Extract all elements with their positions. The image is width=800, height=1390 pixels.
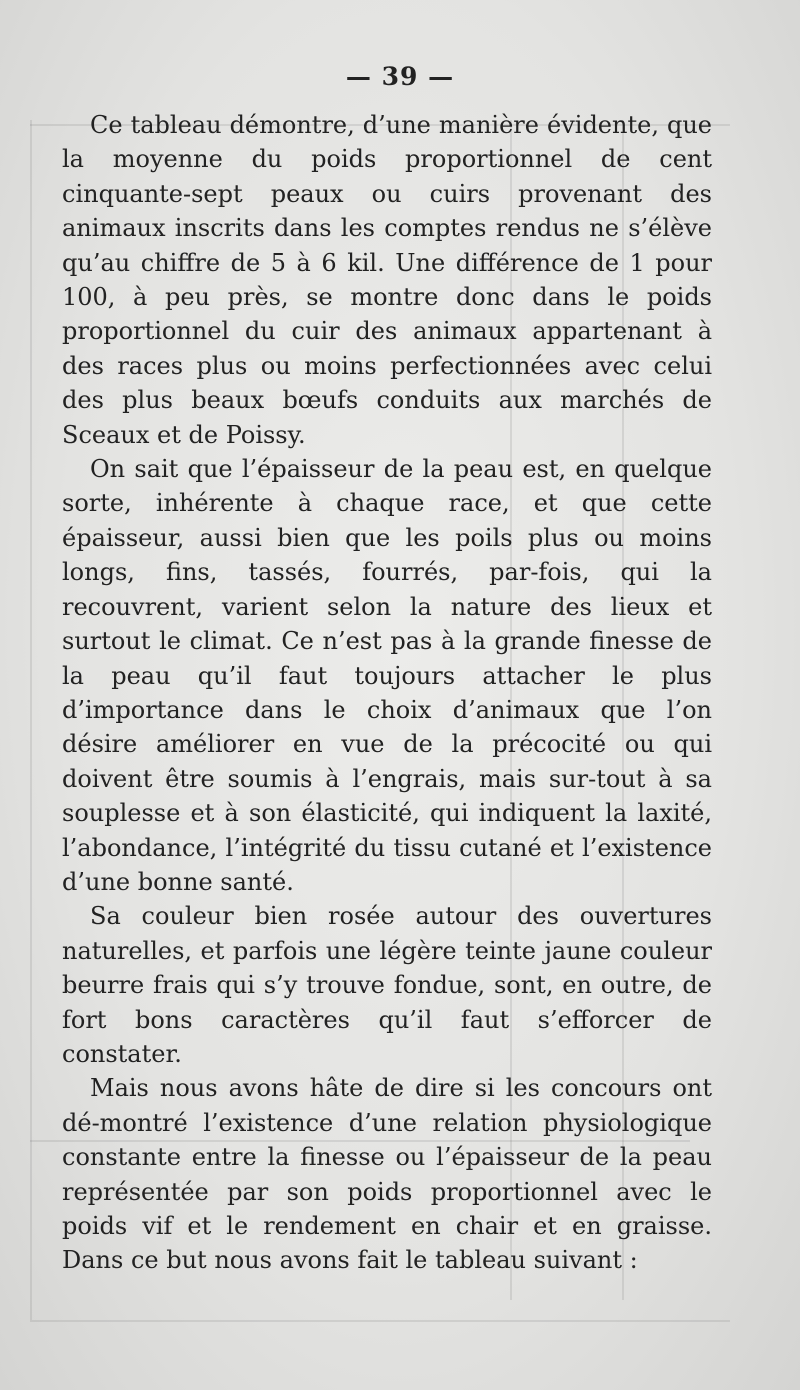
paragraph: Mais nous avons hâte de dire si les concours ont dé-montré l’existence d’une relation physiologique constante entre la finesse ou l’épaisseur de la peau représentée par son poids proportionnel avec le poids vif et le rendement en chair et en graisse. Dans ce but nous avons fait le tableau suivant : [62, 1074, 712, 1275]
body-text [62, 108, 712, 1278]
paragraph: Sa couleur bien rosée autour des ouvertures naturelles, et parfois une légère teinte jaune couleur beurre frais qui s’y trouve fondue, sont, en outre, de fort bons caractères qu’il faut s’efforcer de constater. [62, 902, 712, 1068]
paragraph: Ce tableau démontre, d’une manière évidente, que la moyenne du poids proportionnel de cent cinquante-sept peaux ou cuirs provenant des animaux inscrits dans les comptes rendus ne s’élève qu’au chiffre de 5 à 6 kil. Une différence de 1 pour 100, à peu près, se montre donc dans le poids proportionnel du cuir des animaux appartenant à des races plus ou moins perfectionnées avec celui des plus beaux bœufs conduits aux marchés de Sceaux et de Poissy. [62, 111, 712, 449]
paragraph: On sait que l’épaisseur de la peau est, en quelque sorte, inhérente à chaque race, et que cette épaisseur, aussi bien que les poils plus ou moins longs, fins, tassés, fourrés, par-fois, qui la recouvrent, varient selon la nature des lieux et surtout le climat. Ce n’est pas à la grande finesse de la peau qu’il faut toujours attacher le plus d’importance dans le choix d’animaux que l’on désire améliorer en vue de la précocité ou qui doivent être soumis à l’engrais, mais sur-tout à sa souplesse et à son élasticité, qui indiquent la laxité, l’abondance, l’intégrité du tissu cutané et l’existence d’une bonne santé. [62, 455, 712, 896]
bleed-through-horizontal-rule [30, 1320, 730, 1322]
page-number: — 39 — [345, 62, 455, 91]
